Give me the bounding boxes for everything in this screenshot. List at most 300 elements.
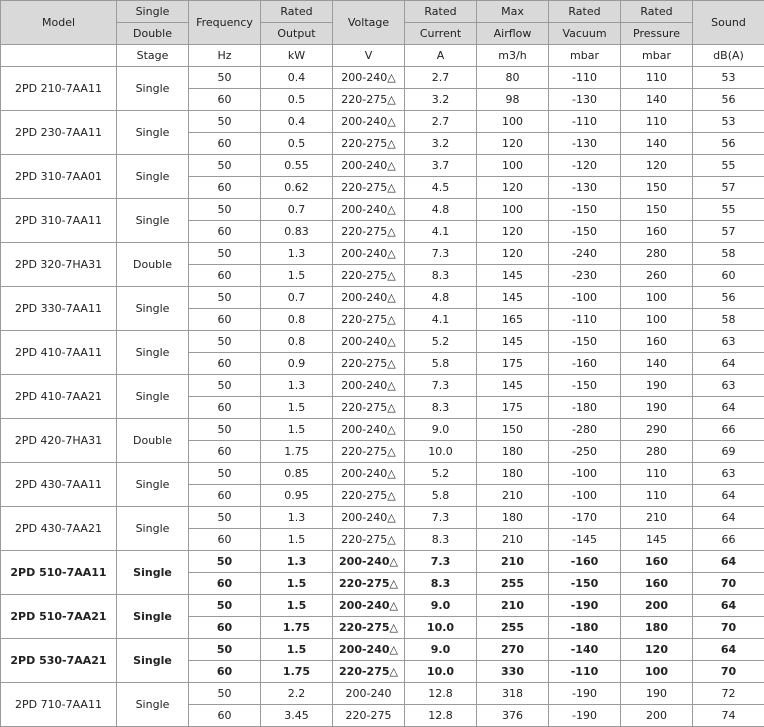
sound-cell: 53 (693, 67, 764, 89)
table-row (1, 243, 764, 265)
frequency-cell: 50 (189, 243, 261, 265)
frequency-cell: 60 (189, 441, 261, 463)
header-model: Model (1, 1, 117, 45)
output-cell: 0.4 (261, 67, 333, 89)
voltage-cell: 220-275△ (333, 617, 405, 639)
pressure-cell: 290 (621, 419, 693, 441)
airflow-cell: 330 (477, 661, 549, 683)
model-cell: 2PD 530-7AA21 (1, 639, 117, 683)
airflow-cell: 120 (477, 177, 549, 199)
airflow-cell: 376 (477, 705, 549, 727)
voltage-cell: 200-240△ (333, 419, 405, 441)
output-cell: 0.83 (261, 221, 333, 243)
current-cell: 5.8 (405, 485, 477, 507)
current-cell: 4.1 (405, 309, 477, 331)
output-cell: 1.3 (261, 375, 333, 397)
frequency-cell: 50 (189, 155, 261, 177)
header-sound: Sound (693, 1, 764, 45)
current-cell: 2.7 (405, 111, 477, 133)
model-cell: 2PD 310-7AA01 (1, 155, 117, 199)
header-stage-label: Stage (117, 45, 189, 67)
unit-airflow: m3/h (477, 45, 549, 67)
table-row (1, 507, 764, 529)
sound-cell: 57 (693, 177, 764, 199)
vacuum-cell: -170 (549, 507, 621, 529)
frequency-cell: 60 (189, 529, 261, 551)
vacuum-cell: -110 (549, 309, 621, 331)
header-units-row (1, 45, 764, 67)
pressure-cell: 110 (621, 111, 693, 133)
frequency-cell: 50 (189, 463, 261, 485)
pressure-cell: 160 (621, 221, 693, 243)
sound-cell: 56 (693, 287, 764, 309)
frequency-cell: 60 (189, 397, 261, 419)
voltage-cell: 220-275△ (333, 573, 405, 595)
frequency-cell: 50 (189, 507, 261, 529)
voltage-cell: 220-275 (333, 705, 405, 727)
table-row (1, 683, 764, 705)
stage-cell: Double (117, 243, 189, 287)
pressure-cell: 110 (621, 463, 693, 485)
airflow-cell: 80 (477, 67, 549, 89)
sound-cell: 53 (693, 111, 764, 133)
frequency-cell: 60 (189, 221, 261, 243)
header-airflow-1: Max (477, 1, 549, 23)
unit-output: kW (261, 45, 333, 67)
vacuum-cell: -130 (549, 133, 621, 155)
model-cell: 2PD 420-7HA31 (1, 419, 117, 463)
pressure-cell: 140 (621, 89, 693, 111)
model-cell: 2PD 310-7AA11 (1, 199, 117, 243)
frequency-cell: 50 (189, 551, 261, 573)
pressure-cell: 200 (621, 705, 693, 727)
table-row (1, 463, 764, 485)
pressure-cell: 180 (621, 617, 693, 639)
voltage-cell: 200-240△ (333, 111, 405, 133)
vacuum-cell: -280 (549, 419, 621, 441)
pressure-cell: 150 (621, 199, 693, 221)
pressure-cell: 160 (621, 573, 693, 595)
vacuum-cell: -160 (549, 353, 621, 375)
stage-cell: Single (117, 67, 189, 111)
voltage-cell: 200-240△ (333, 287, 405, 309)
airflow-cell: 100 (477, 155, 549, 177)
pressure-cell: 150 (621, 177, 693, 199)
stage-cell: Single (117, 287, 189, 331)
current-cell: 10.0 (405, 661, 477, 683)
voltage-cell: 200-240△ (333, 199, 405, 221)
sound-cell: 63 (693, 331, 764, 353)
output-cell: 1.3 (261, 551, 333, 573)
table-row (1, 331, 764, 353)
pressure-cell: 280 (621, 243, 693, 265)
current-cell: 9.0 (405, 639, 477, 661)
frequency-cell: 60 (189, 309, 261, 331)
current-cell: 12.8 (405, 683, 477, 705)
pressure-cell: 190 (621, 397, 693, 419)
stage-cell: Single (117, 155, 189, 199)
voltage-cell: 200-240△ (333, 639, 405, 661)
model-cell: 2PD 510-7AA21 (1, 595, 117, 639)
header-model-blank (1, 45, 117, 67)
header-vacuum-2: Vacuum (549, 23, 621, 45)
pressure-cell: 190 (621, 683, 693, 705)
model-cell: 2PD 230-7AA11 (1, 111, 117, 155)
airflow-cell: 210 (477, 529, 549, 551)
current-cell: 8.3 (405, 397, 477, 419)
current-cell: 7.3 (405, 375, 477, 397)
sound-cell: 57 (693, 221, 764, 243)
sound-cell: 70 (693, 661, 764, 683)
stage-cell: Single (117, 463, 189, 507)
pressure-cell: 140 (621, 353, 693, 375)
airflow-cell: 120 (477, 221, 549, 243)
output-cell: 0.7 (261, 287, 333, 309)
vacuum-cell: -150 (549, 199, 621, 221)
output-cell: 0.55 (261, 155, 333, 177)
airflow-cell: 145 (477, 331, 549, 353)
airflow-cell: 318 (477, 683, 549, 705)
vacuum-cell: -140 (549, 639, 621, 661)
vacuum-cell: -180 (549, 397, 621, 419)
frequency-cell: 60 (189, 485, 261, 507)
unit-pressure: mbar (621, 45, 693, 67)
sound-cell: 58 (693, 243, 764, 265)
frequency-cell: 50 (189, 287, 261, 309)
model-cell: 2PD 710-7AA11 (1, 683, 117, 727)
sound-cell: 66 (693, 529, 764, 551)
output-cell: 1.5 (261, 419, 333, 441)
model-cell: 2PD 430-7AA11 (1, 463, 117, 507)
pressure-cell: 280 (621, 441, 693, 463)
output-cell: 1.3 (261, 507, 333, 529)
current-cell: 3.2 (405, 133, 477, 155)
output-cell: 1.5 (261, 639, 333, 661)
airflow-cell: 98 (477, 89, 549, 111)
output-cell: 1.75 (261, 617, 333, 639)
pressure-cell: 260 (621, 265, 693, 287)
stage-cell: Double (117, 419, 189, 463)
sound-cell: 64 (693, 397, 764, 419)
output-cell: 1.5 (261, 529, 333, 551)
frequency-cell: 50 (189, 375, 261, 397)
current-cell: 4.8 (405, 199, 477, 221)
stage-cell: Single (117, 331, 189, 375)
airflow-cell: 180 (477, 463, 549, 485)
pressure-cell: 200 (621, 595, 693, 617)
voltage-cell: 220-275△ (333, 309, 405, 331)
vacuum-cell: -180 (549, 617, 621, 639)
frequency-cell: 50 (189, 419, 261, 441)
header-row-1 (1, 1, 764, 23)
pressure-cell: 100 (621, 661, 693, 683)
airflow-cell: 145 (477, 375, 549, 397)
table-row (1, 111, 764, 133)
table-row (1, 375, 764, 397)
frequency-cell: 60 (189, 617, 261, 639)
pressure-cell: 145 (621, 529, 693, 551)
table-row (1, 595, 764, 617)
table-row (1, 67, 764, 89)
output-cell: 2.2 (261, 683, 333, 705)
header-vacuum-1: Rated (549, 1, 621, 23)
current-cell: 5.2 (405, 463, 477, 485)
stage-cell: Single (117, 111, 189, 155)
current-cell: 10.0 (405, 441, 477, 463)
stage-cell: Single (117, 683, 189, 727)
stage-cell: Single (117, 507, 189, 551)
sound-cell: 70 (693, 573, 764, 595)
frequency-cell: 50 (189, 595, 261, 617)
airflow-cell: 210 (477, 595, 549, 617)
header-airflow-2: Airflow (477, 23, 549, 45)
output-cell: 1.5 (261, 397, 333, 419)
sound-cell: 69 (693, 441, 764, 463)
frequency-cell: 50 (189, 111, 261, 133)
table-row (1, 199, 764, 221)
pressure-cell: 190 (621, 375, 693, 397)
sound-cell: 74 (693, 705, 764, 727)
stage-cell: Single (117, 595, 189, 639)
stage-cell: Single (117, 551, 189, 595)
sound-cell: 56 (693, 89, 764, 111)
output-cell: 0.95 (261, 485, 333, 507)
sound-cell: 64 (693, 507, 764, 529)
pressure-cell: 160 (621, 551, 693, 573)
vacuum-cell: -150 (549, 331, 621, 353)
frequency-cell: 60 (189, 265, 261, 287)
airflow-cell: 120 (477, 243, 549, 265)
pressure-cell: 210 (621, 507, 693, 529)
model-cell: 2PD 210-7AA11 (1, 67, 117, 111)
sound-cell: 60 (693, 265, 764, 287)
vacuum-cell: -110 (549, 67, 621, 89)
vacuum-cell: -100 (549, 463, 621, 485)
current-cell: 5.2 (405, 331, 477, 353)
airflow-cell: 180 (477, 507, 549, 529)
vacuum-cell: -150 (549, 573, 621, 595)
current-cell: 4.1 (405, 221, 477, 243)
airflow-cell: 150 (477, 419, 549, 441)
vacuum-cell: -240 (549, 243, 621, 265)
sound-cell: 63 (693, 463, 764, 485)
table-row (1, 639, 764, 661)
header-voltage: Voltage (333, 1, 405, 45)
current-cell: 9.0 (405, 595, 477, 617)
header-output-2: Output (261, 23, 333, 45)
output-cell: 0.7 (261, 199, 333, 221)
output-cell: 0.8 (261, 331, 333, 353)
unit-vacuum: mbar (549, 45, 621, 67)
unit-current: A (405, 45, 477, 67)
sound-cell: 55 (693, 155, 764, 177)
airflow-cell: 100 (477, 111, 549, 133)
airflow-cell: 180 (477, 441, 549, 463)
vacuum-cell: -100 (549, 485, 621, 507)
header-output-1: Rated (261, 1, 333, 23)
model-cell: 2PD 510-7AA11 (1, 551, 117, 595)
vacuum-cell: -110 (549, 111, 621, 133)
vacuum-cell: -190 (549, 705, 621, 727)
vacuum-cell: -110 (549, 661, 621, 683)
header-stage-double: Double (117, 23, 189, 45)
airflow-cell: 270 (477, 639, 549, 661)
airflow-cell: 255 (477, 573, 549, 595)
sound-cell: 56 (693, 133, 764, 155)
model-cell: 2PD 410-7AA11 (1, 331, 117, 375)
sound-cell: 58 (693, 309, 764, 331)
current-cell: 7.3 (405, 507, 477, 529)
current-cell: 7.3 (405, 243, 477, 265)
pressure-cell: 120 (621, 639, 693, 661)
vacuum-cell: -150 (549, 221, 621, 243)
airflow-cell: 145 (477, 265, 549, 287)
vacuum-cell: -250 (549, 441, 621, 463)
sound-cell: 64 (693, 639, 764, 661)
output-cell: 1.3 (261, 243, 333, 265)
current-cell: 5.8 (405, 353, 477, 375)
airflow-cell: 210 (477, 551, 549, 573)
stage-cell: Single (117, 639, 189, 683)
model-cell: 2PD 320-7HA31 (1, 243, 117, 287)
voltage-cell: 200-240△ (333, 551, 405, 573)
frequency-cell: 60 (189, 133, 261, 155)
sound-cell: 55 (693, 199, 764, 221)
sound-cell: 64 (693, 551, 764, 573)
output-cell: 0.5 (261, 89, 333, 111)
frequency-cell: 50 (189, 331, 261, 353)
vacuum-cell: -230 (549, 265, 621, 287)
pressure-cell: 110 (621, 485, 693, 507)
output-cell: 1.5 (261, 265, 333, 287)
output-cell: 1.75 (261, 441, 333, 463)
current-cell: 7.3 (405, 551, 477, 573)
frequency-cell: 50 (189, 683, 261, 705)
vacuum-cell: -100 (549, 287, 621, 309)
airflow-cell: 145 (477, 287, 549, 309)
output-cell: 0.9 (261, 353, 333, 375)
vacuum-cell: -150 (549, 375, 621, 397)
table-row (1, 551, 764, 573)
voltage-cell: 220-275△ (333, 177, 405, 199)
current-cell: 4.8 (405, 287, 477, 309)
pressure-cell: 140 (621, 133, 693, 155)
airflow-cell: 120 (477, 133, 549, 155)
sound-cell: 72 (693, 683, 764, 705)
stage-cell: Single (117, 199, 189, 243)
current-cell: 9.0 (405, 419, 477, 441)
voltage-cell: 200-240 (333, 683, 405, 705)
output-cell: 1.75 (261, 661, 333, 683)
current-cell: 8.3 (405, 265, 477, 287)
unit-sound: dB(A) (693, 45, 764, 67)
sound-cell: 64 (693, 485, 764, 507)
sound-cell: 70 (693, 617, 764, 639)
frequency-cell: 60 (189, 353, 261, 375)
model-cell: 2PD 330-7AA11 (1, 287, 117, 331)
output-cell: 0.8 (261, 309, 333, 331)
frequency-cell: 60 (189, 705, 261, 727)
vacuum-cell: -120 (549, 155, 621, 177)
frequency-cell: 60 (189, 573, 261, 595)
vacuum-cell: -145 (549, 529, 621, 551)
unit-voltage: V (333, 45, 405, 67)
voltage-cell: 220-275△ (333, 265, 405, 287)
pressure-cell: 100 (621, 287, 693, 309)
sound-cell: 64 (693, 595, 764, 617)
airflow-cell: 100 (477, 199, 549, 221)
pressure-cell: 110 (621, 67, 693, 89)
voltage-cell: 200-240△ (333, 463, 405, 485)
model-cell: 2PD 430-7AA21 (1, 507, 117, 551)
current-cell: 4.5 (405, 177, 477, 199)
sound-cell: 66 (693, 419, 764, 441)
current-cell: 3.7 (405, 155, 477, 177)
vacuum-cell: -130 (549, 89, 621, 111)
voltage-cell: 220-275△ (333, 133, 405, 155)
header-pressure-1: Rated (621, 1, 693, 23)
output-cell: 3.45 (261, 705, 333, 727)
unit-frequency: Hz (189, 45, 261, 67)
table-row (1, 419, 764, 441)
current-cell: 8.3 (405, 529, 477, 551)
voltage-cell: 220-275△ (333, 529, 405, 551)
voltage-cell: 220-275△ (333, 221, 405, 243)
frequency-cell: 50 (189, 67, 261, 89)
airflow-cell: 255 (477, 617, 549, 639)
table-row (1, 287, 764, 309)
airflow-cell: 175 (477, 397, 549, 419)
output-cell: 0.85 (261, 463, 333, 485)
frequency-cell: 50 (189, 199, 261, 221)
airflow-cell: 210 (477, 485, 549, 507)
frequency-cell: 50 (189, 639, 261, 661)
voltage-cell: 220-275△ (333, 485, 405, 507)
sound-cell: 64 (693, 353, 764, 375)
current-cell: 12.8 (405, 705, 477, 727)
voltage-cell: 200-240△ (333, 67, 405, 89)
pressure-cell: 120 (621, 155, 693, 177)
output-cell: 0.4 (261, 111, 333, 133)
current-cell: 8.3 (405, 573, 477, 595)
frequency-cell: 60 (189, 661, 261, 683)
current-cell: 3.2 (405, 89, 477, 111)
frequency-cell: 60 (189, 89, 261, 111)
sound-cell: 63 (693, 375, 764, 397)
output-cell: 0.62 (261, 177, 333, 199)
vacuum-cell: -190 (549, 683, 621, 705)
voltage-cell: 220-275△ (333, 397, 405, 419)
model-cell: 2PD 410-7AA21 (1, 375, 117, 419)
current-cell: 2.7 (405, 67, 477, 89)
header-pressure-2: Pressure (621, 23, 693, 45)
current-cell: 10.0 (405, 617, 477, 639)
voltage-cell: 220-275△ (333, 441, 405, 463)
voltage-cell: 200-240△ (333, 155, 405, 177)
header-frequency: Frequency (189, 1, 261, 45)
voltage-cell: 220-275△ (333, 661, 405, 683)
voltage-cell: 220-275△ (333, 89, 405, 111)
header-stage-single: Single (117, 1, 189, 23)
pressure-cell: 160 (621, 331, 693, 353)
header-current-1: Rated (405, 1, 477, 23)
header-current-2: Current (405, 23, 477, 45)
output-cell: 1.5 (261, 573, 333, 595)
vacuum-cell: -160 (549, 551, 621, 573)
table-row (1, 155, 764, 177)
voltage-cell: 200-240△ (333, 243, 405, 265)
output-cell: 0.5 (261, 133, 333, 155)
